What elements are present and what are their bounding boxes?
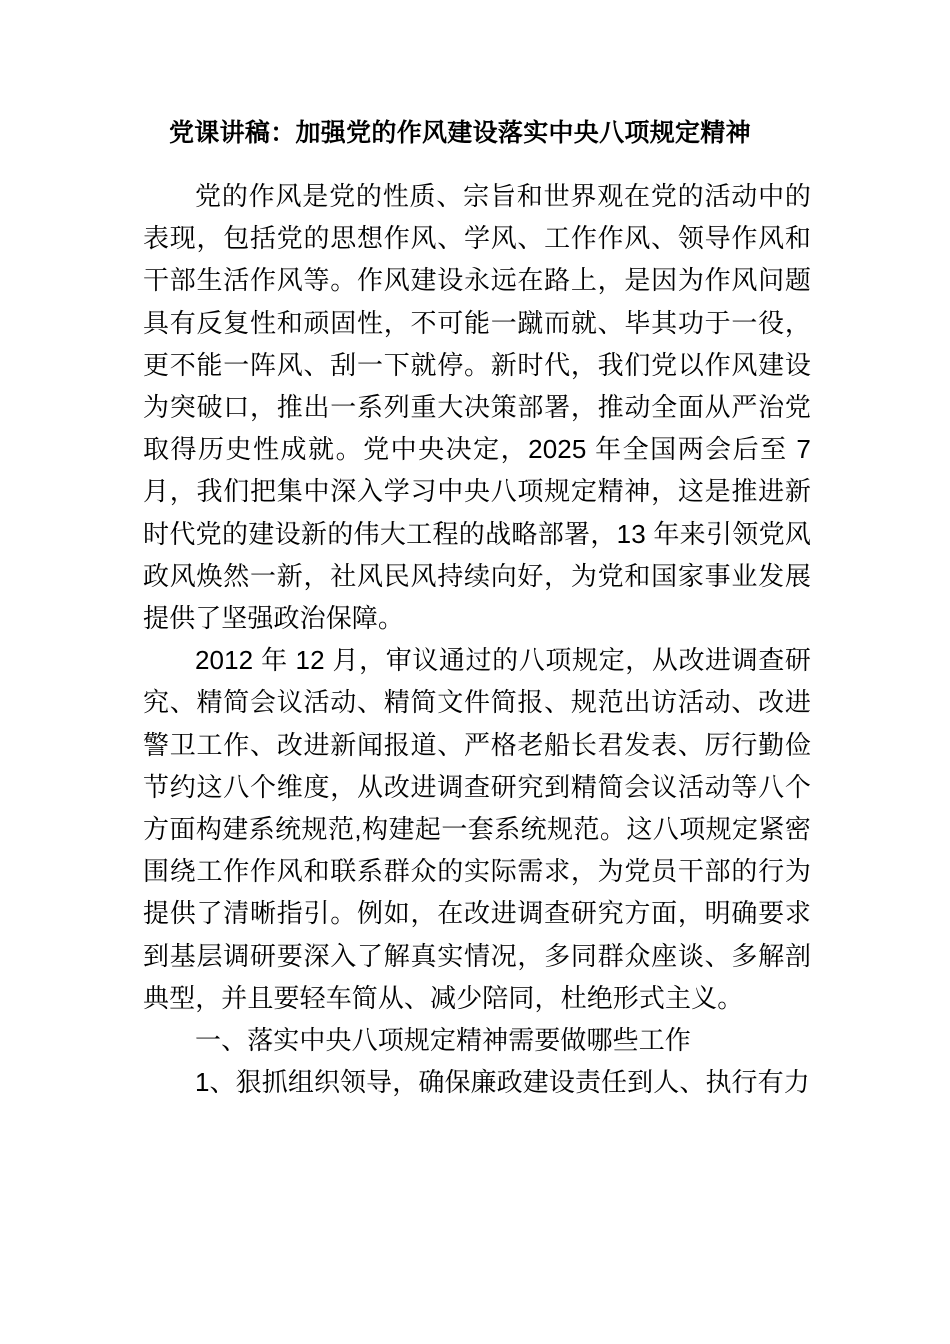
body-paragraph-1: 党的作风是党的性质、宗旨和世界观在党的活动中的表现，包括党的思想作风、学风、工作作风、领导作风和干部生活作风等。作风建设永远在路上，是因为作风问题具有反复性和顽固性，不可能一蹴而就、毕其功于一役，更不能一阵风、刮一下就停。新时代，我们党以作风建设为突破口，推出一系列重大决策部署，推动全面从严治党取得历史性成就。党中央决定，2025 年全国两会后至 7 月，我们把集中深入学习中央八项规定精神，这是推进新时代党的建设新的伟大工程的战略部署，13 年来引领党风政风焕然一新，社风民风持续向好，为党和国家事业发展提供了坚强政治保障。	[143, 181, 811, 634]
document-body	[143, 113, 811, 1103]
section-heading-one: 一、落实中央八项规定精神需要做哪些工作	[195, 1025, 691, 1056]
document-title: 党课讲稿：加强党的作风建设落实中央八项规定精神	[169, 119, 751, 147]
body-paragraph-2: 2012 年 12 月，审议通过的八项规定，从改进调查研究、精简会议活动、精简文件简报、规范出访活动、改进警卫工作、改进新闻报道、严格老船长君发表、厉行勤俭节约这八个维度，从改进调查研究到精简会议活动等八个方面构建系统规范,构建起一套系统规范。这八项规定紧密围绕工作作风和联系群众的实际需求，为党员干部的行为提供了清晰指引。例如，在改进调查研究方面，明确要求到基层调研要深入了解真实情况，多同群众座谈、多解剖典型，并且要轻车简从、减少陪同，杜绝形式主义。	[143, 645, 811, 1013]
numbered-item-1: 1、狠抓组织领导，确保廉政建设责任到人、执行有力	[195, 1067, 810, 1098]
